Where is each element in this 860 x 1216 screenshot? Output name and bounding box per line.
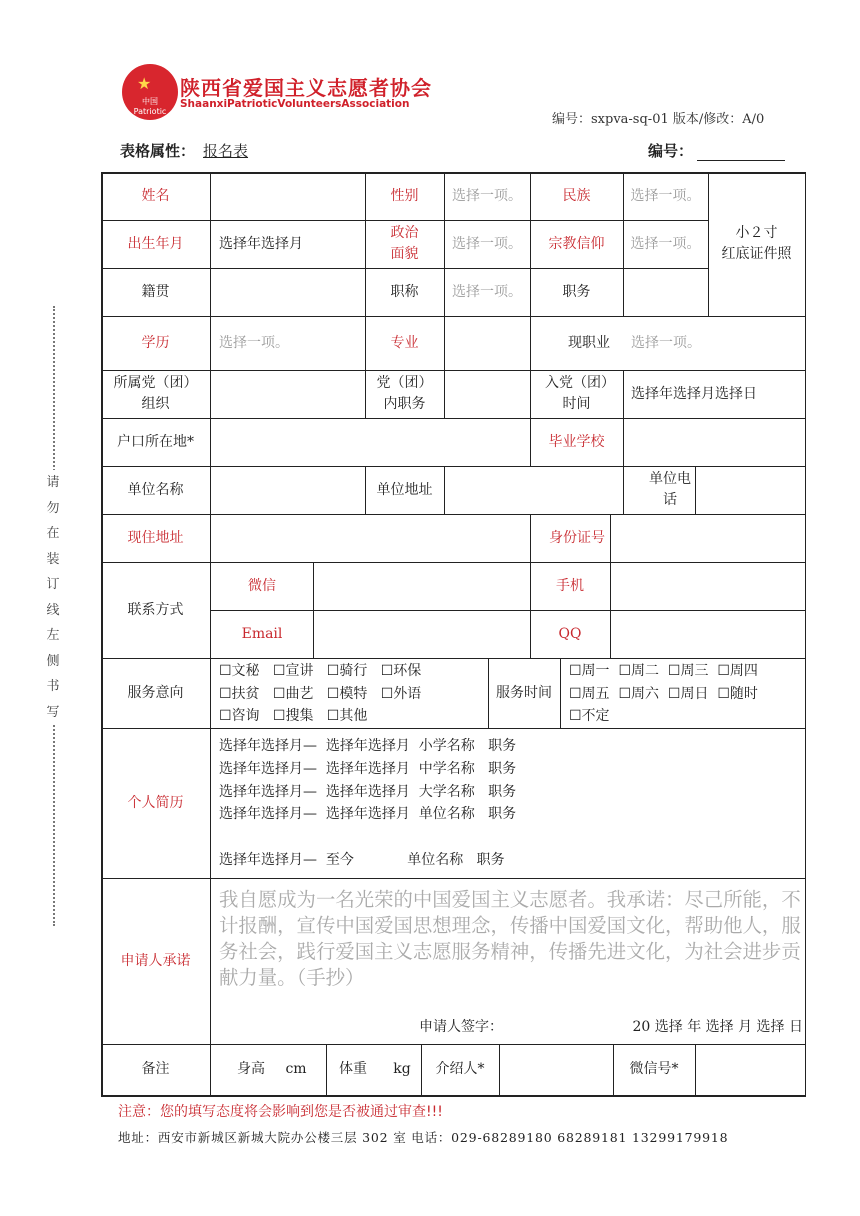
form-attr-label: 表格属性： bbox=[120, 142, 196, 160]
service-time-checkboxes[interactable]: ☐周一 ☐周二 ☐周三 ☐周四 ☐周五 ☐周六 ☐周日 ☐随时 ☐不定 bbox=[569, 663, 758, 724]
party-post-input[interactable] bbox=[444, 370, 530, 418]
school-input[interactable] bbox=[623, 418, 805, 466]
employer-addr-input[interactable] bbox=[444, 466, 623, 514]
org-name-en: ShaanxiPatrioticVolunteersAssociation bbox=[180, 98, 410, 110]
binding-notice-char: 订 bbox=[46, 577, 60, 592]
form-attr-value: 报名表 bbox=[203, 142, 249, 160]
binding-notice-char: 请 bbox=[46, 475, 60, 490]
employer-input[interactable] bbox=[211, 466, 365, 514]
email-input[interactable] bbox=[313, 610, 530, 658]
employer-phone-input[interactable] bbox=[695, 466, 805, 514]
form-number-label: 编号： bbox=[648, 142, 694, 160]
label-weight: 体重 bbox=[339, 1061, 367, 1077]
label-position: 职务 bbox=[562, 283, 591, 300]
label-contact: 联系方式 bbox=[127, 601, 184, 618]
service-intent-checkboxes[interactable]: ☐文秘 ☐宣讲 ☐骑行 ☐环保 ☐扶贫 ☐曲艺 ☐模特 ☐外语 ☐咨询 ☐搜集 ☐其他 bbox=[219, 663, 422, 724]
label-qq: QQ bbox=[558, 625, 582, 642]
wechat-input[interactable] bbox=[313, 562, 530, 610]
photo-placeholder[interactable]: 小２寸 红底证件照 bbox=[721, 225, 792, 262]
label-employer: 单位名称 bbox=[127, 481, 184, 498]
binding-notice-char: 侧 bbox=[46, 653, 60, 669]
label-education: 学历 bbox=[141, 334, 170, 351]
gender-select[interactable]: 选择一项。 bbox=[452, 187, 522, 204]
resume-entries[interactable]: 选择年选择月— 选择年选择月 小学名称 职务 选择年选择月— 选择年选择月 中学名称 职务 选择年选择月— 选择年选择月 大学名称 职务 选择年选择月— 选择年选择月 单位名称 职务 选择年选择月— 至今 单位名称 职务 bbox=[219, 738, 517, 868]
weight-unit: kg bbox=[393, 1061, 411, 1077]
label-pledge: 申请人承诺 bbox=[120, 952, 191, 969]
label-referrer: 介绍人* bbox=[435, 1061, 485, 1077]
binding-notice-char: 装 bbox=[46, 551, 60, 567]
position-input[interactable] bbox=[623, 268, 708, 316]
referrer-input[interactable] bbox=[499, 1044, 613, 1095]
logo-text: 中国 Patriotic bbox=[133, 97, 167, 116]
label-wechat-id: 微信号* bbox=[629, 1061, 679, 1077]
label-major: 专业 bbox=[390, 334, 419, 351]
name-input[interactable] bbox=[211, 172, 365, 220]
binding-notice-char: 在 bbox=[46, 526, 60, 541]
label-politics: 政治面貌 bbox=[390, 225, 419, 262]
hukou-input[interactable] bbox=[211, 418, 530, 466]
religion-select[interactable]: 选择一项。 bbox=[630, 235, 701, 252]
height-unit: cm bbox=[285, 1061, 307, 1077]
label-service-intent: 服务意向 bbox=[127, 684, 184, 701]
org-name-cn: 陕西省爱国主义志愿者协会 bbox=[180, 76, 432, 100]
signature-label: 申请人签字： bbox=[419, 1018, 503, 1035]
label-email: Email bbox=[241, 625, 283, 642]
title-select[interactable]: 选择一项。 bbox=[452, 283, 522, 300]
native-input[interactable] bbox=[211, 268, 365, 316]
label-remarks: 备注 bbox=[141, 1061, 170, 1077]
major-input[interactable] bbox=[444, 316, 530, 370]
join-time-select[interactable]: 选择年选择月选择日 bbox=[631, 385, 757, 402]
label-employer-phone: 单位电话 bbox=[649, 471, 691, 508]
binding-notice-char: 勿 bbox=[46, 500, 60, 516]
label-party-org: 所属党（团）组织 bbox=[113, 375, 198, 412]
mobile-input[interactable] bbox=[610, 562, 805, 610]
label-name: 姓名 bbox=[141, 187, 170, 204]
association-logo bbox=[122, 64, 178, 120]
label-birth: 出生年月 bbox=[127, 235, 184, 252]
binding-notice-char: 书 bbox=[46, 679, 60, 694]
doc-number: 编号：sxpva-sq-01 版本/修改：A/0 bbox=[552, 112, 765, 127]
binding-notice bbox=[40, 470, 66, 725]
label-party-post: 党（团）内职务 bbox=[376, 375, 433, 412]
occupation-select[interactable]: 选择一项。 bbox=[631, 334, 701, 351]
ethnicity-select[interactable]: 选择一项。 bbox=[630, 187, 701, 204]
label-address: 现住地址 bbox=[127, 529, 184, 546]
label-height: 身高 bbox=[237, 1061, 265, 1077]
label-occupation: 现职业 bbox=[568, 334, 610, 351]
wechat-id-input[interactable] bbox=[695, 1044, 805, 1095]
binding-notice-char: 写 bbox=[46, 704, 60, 720]
label-wechat: 微信 bbox=[248, 577, 276, 594]
education-select[interactable]: 选择一项。 bbox=[219, 334, 289, 351]
signature-date-select[interactable]: 20 选择 年 选择 月 选择 日 bbox=[632, 1018, 803, 1035]
star-icon: ★ bbox=[137, 74, 152, 93]
label-join-time: 入党（团）时间 bbox=[545, 375, 608, 412]
label-religion: 宗教信仰 bbox=[548, 235, 605, 252]
id-number-input[interactable] bbox=[610, 514, 805, 562]
label-title: 职称 bbox=[390, 283, 419, 300]
label-employer-addr: 单位地址 bbox=[376, 481, 433, 498]
label-school: 毕业学校 bbox=[548, 433, 605, 450]
footer-address: 地址：西安市新城区新城大院办公楼三层 302 室 电话：029-68289180 68289181 13299179918 bbox=[118, 1130, 729, 1145]
label-ethnicity: 民族 bbox=[562, 187, 591, 204]
address-input[interactable] bbox=[211, 514, 530, 562]
label-native: 籍贯 bbox=[141, 283, 170, 300]
form-number bbox=[648, 140, 785, 161]
label-service-time: 服务时间 bbox=[496, 684, 552, 701]
label-resume: 个人简历 bbox=[127, 794, 184, 811]
application-form-table bbox=[101, 172, 806, 1096]
form-attribute bbox=[120, 140, 248, 161]
binding-notice-char: 左 bbox=[46, 628, 60, 643]
label-mobile: 手机 bbox=[556, 577, 584, 594]
label-id-number: 身份证号 bbox=[549, 529, 605, 546]
qq-input[interactable] bbox=[610, 610, 805, 658]
birth-select[interactable]: 选择年选择月 bbox=[219, 235, 303, 252]
party-org-input[interactable] bbox=[211, 370, 365, 418]
label-gender: 性别 bbox=[390, 187, 419, 204]
binding-notice-char: 线 bbox=[46, 602, 60, 618]
politics-select[interactable]: 选择一项。 bbox=[452, 235, 522, 252]
label-hukou: 户口所在地* bbox=[117, 433, 194, 450]
pledge-text: 我自愿成为一名光荣的中国爱国主义志愿者。我承诺：尽己所能，不计报酬，宣传中国爱国思想理念，传播中国爱国文化，帮助他人，服务社会，践行爱国主义志愿服务精神，传播先进文化，为社会进步贡献力量。（手抄） bbox=[219, 888, 801, 989]
notice-text: 注意：您的填写态度将会影响到您是否被通过审查!!! bbox=[118, 1104, 443, 1120]
form-number-blank[interactable] bbox=[697, 146, 785, 161]
